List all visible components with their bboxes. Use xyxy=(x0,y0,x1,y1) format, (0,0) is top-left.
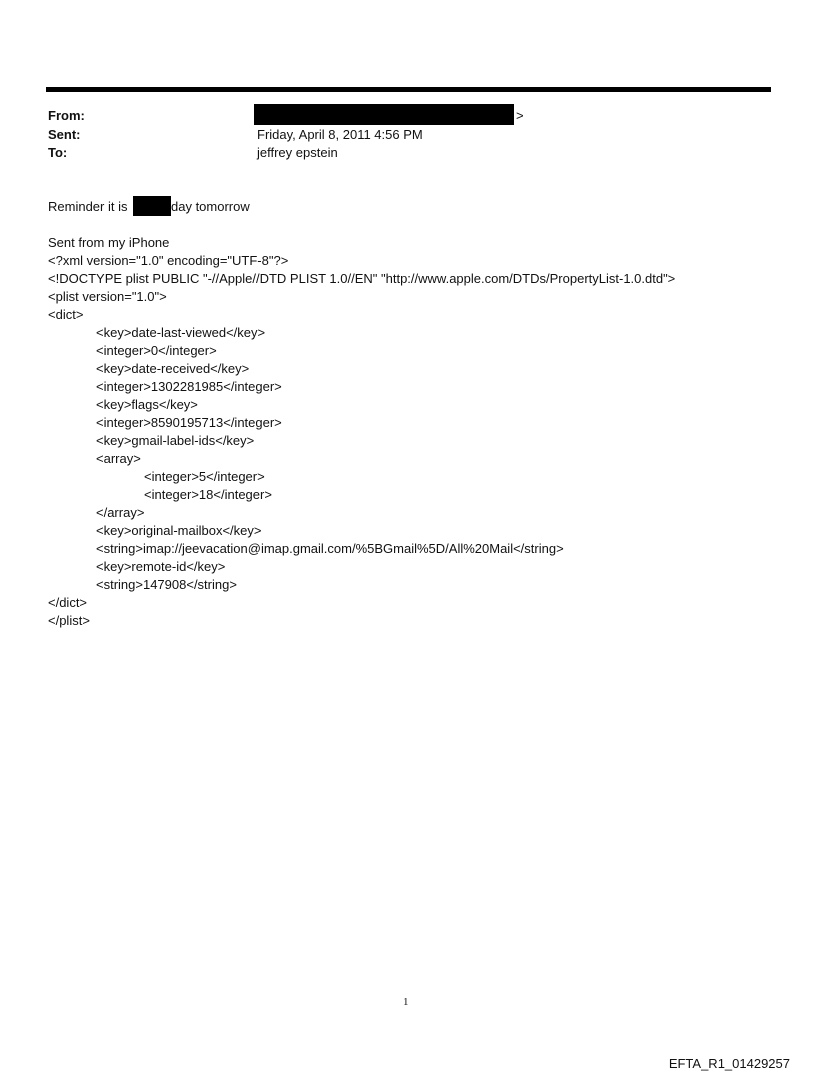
reminder-suffix: day tomorrow xyxy=(171,199,250,214)
body-line: <integer>5</integer> xyxy=(144,469,265,484)
reminder-prefix: Reminder it is xyxy=(48,199,128,214)
body-line: </array> xyxy=(96,505,145,520)
body-line: <key>date-received</key> xyxy=(96,361,250,376)
body-line: <integer>1302281985</integer> xyxy=(96,379,282,394)
header-rule xyxy=(46,87,771,92)
body-line: <?xml version="1.0" encoding="UTF-8"?> xyxy=(48,253,289,268)
body-line: <integer>0</integer> xyxy=(96,343,217,358)
body-line: <key>gmail-label-ids</key> xyxy=(96,433,255,448)
redaction-bar xyxy=(133,196,171,216)
body-line: <plist version="1.0"> xyxy=(48,289,167,304)
body-line: </dict> xyxy=(48,595,88,610)
body-line: <string>147908</string> xyxy=(96,577,237,592)
body-line: <key>date-last-viewed</key> xyxy=(96,325,266,340)
body-line: </plist> xyxy=(48,613,90,628)
body-line: Sent from my iPhone xyxy=(48,235,170,250)
body-line: <array> xyxy=(96,451,141,466)
document-id: EFTA_R1_01429257 xyxy=(668,1056,790,1071)
body-line: <dict> xyxy=(48,307,84,322)
body-line: <!DOCTYPE plist PUBLIC "-//Apple//DTD PLIST 1.0//EN" "http://www.apple.com/DTDs/PropertyList-1.0.dtd"> xyxy=(48,271,676,286)
body-line: <integer>8590195713</integer> xyxy=(96,415,282,430)
sent-value: Friday, April 8, 2011 4:56 PM xyxy=(257,127,423,142)
to-label: To: xyxy=(48,145,68,160)
redaction-bar xyxy=(254,104,514,125)
body-line: <string>imap://jeevacation@imap.gmail.com/%5BGmail%5D/All%20Mail</string> xyxy=(96,541,564,556)
body-line: <key>remote-id</key> xyxy=(96,559,226,574)
page-number: 1 xyxy=(403,996,409,1008)
from-value-tail: > xyxy=(516,108,524,123)
body-line: <integer>18</integer> xyxy=(144,487,272,502)
sent-label: Sent: xyxy=(48,127,81,142)
body-line: <key>flags</key> xyxy=(96,397,198,412)
body-line: <key>original-mailbox</key> xyxy=(96,523,262,538)
to-value: jeffrey epstein xyxy=(257,145,338,160)
from-label: From: xyxy=(48,108,85,123)
